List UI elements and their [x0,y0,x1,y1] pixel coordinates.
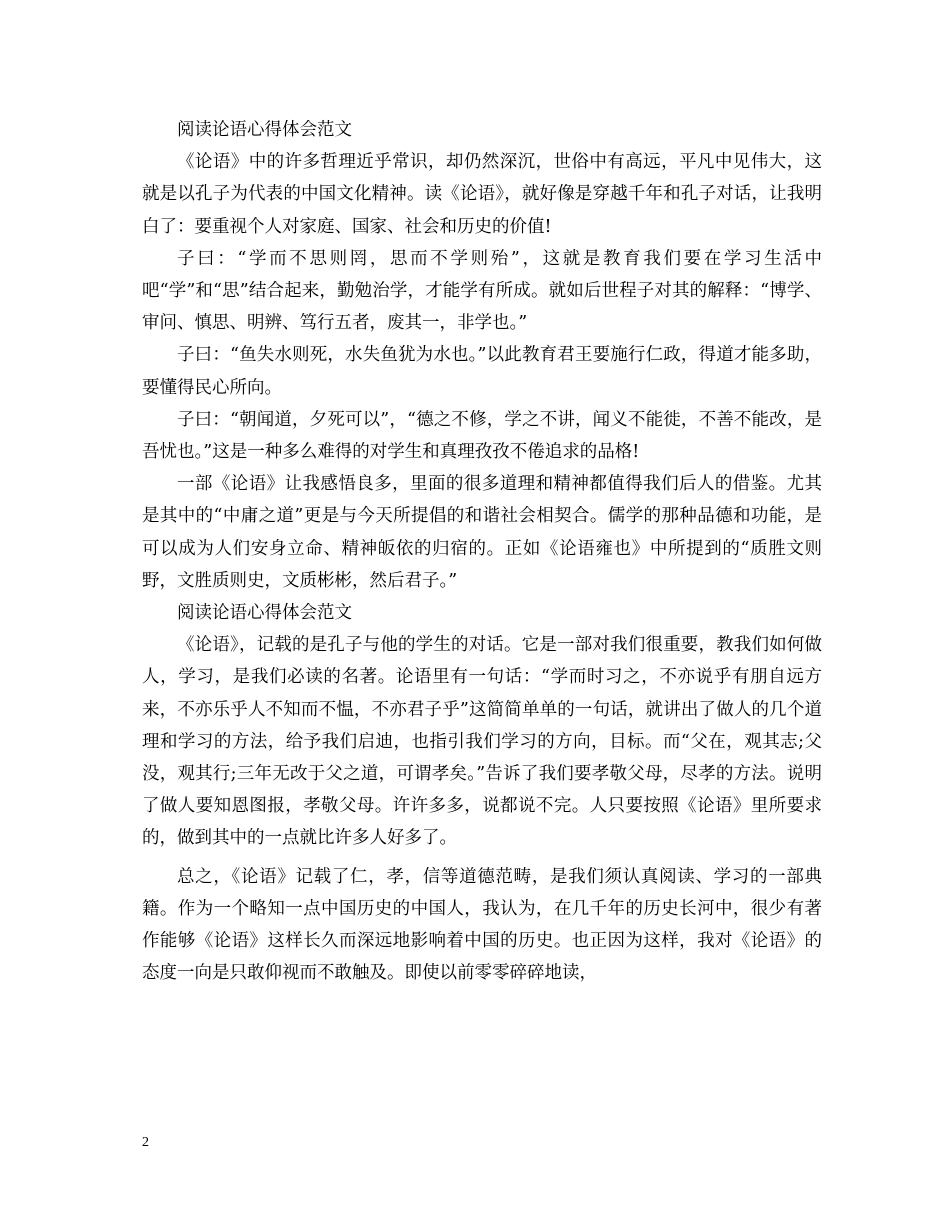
section-title: 阅读论语心得体会范文 [177,120,352,140]
paragraph: 总之，《论语》记载了仁，孝，信等道德范畴，是我们须认真阅读、学习的一部典籍。作为一个略知一点中国历史的中国人，我认为，在几千年的历史长河中，很少有著作能够《论语》这样长久而深远地影响着中国的历史。也正因为这样，我对《论语》的态度一向是只敢仰视而不敢触及。即使以前零零碎碎地读， [142,866,822,984]
paragraph: 一部《论语》让我感悟良多，里面的很多道理和精神都值得我们后人的借鉴。尤其是其中的“中庸之道”更是与今天所提倡的和谐社会相契合。儒学的那种品德和功能，是可以成为人们安身立命、精神皈依的归宿的。正如《论语雍也》中所提到的“质胜文则野，文胜质则史，文质彬彬，然后君子。” [142,474,822,591]
paragraph: 《论语》，记载的是孔子与他的学生的对话。它是一部对我们很重要，教我们如何做人，学习，是我们必读的名著。论语里有一句话：“学而时习之，不亦说乎有朋自远方来，不亦乐乎人不知而不愠，不亦君子乎”这简简单单的一句话，就讲出了做人的几个道理和学习的方法，给予我们启迪，也指引我们学习的方向，目标。而“父在，观其志;父没，观其行;三年无改于父之道，可谓孝矣。”告诉了我们要孝敬父母，尽孝的方法。说明了做人要知恩图报，孝敬父母。许许多多，说都说不完。人只要按照《论语》里所要求的，做到其中的一点就比许多人好多了。 [142,635,822,849]
section-title: 阅读论语心得体会范文 [177,603,352,624]
paragraph: 子曰：“朝闻道，夕死可以”，“德之不修，学之不讲，闻义不能徙，不善不能改，是吾忧也。”这是一种多么难得的对学生和真理孜孜不倦追求的品格! [142,409,822,463]
paragraph: 子曰：“学而不思则罔，思而不学则殆”，这就是教育我们要在学习生活中吧“学”和“思”结合起来，勤勉治学，才能学有所成。就如后世程子对其的解释：“博学、审问、慎思、明辨、笃行五者，废其一，非学也。” [142,248,822,334]
page-number: 2 [142,1135,149,1150]
document-body [142,114,822,989]
paragraph: 《论语》中的许多哲理近乎常识，却仍然深沉，世俗中有高远，平凡中见伟大，这就是以孔子为代表的中国文化精神。读《论语》，就好像是穿越千年和孔子对话，让我明白了：要重视个人对家庭、国家、社会和历史的价值! [142,152,822,237]
paragraph: 子曰：“鱼失水则死，水失鱼犹为水也。”以此教育君王要施行仁政，得道才能多助，要懂得民心所向。 [142,345,822,398]
